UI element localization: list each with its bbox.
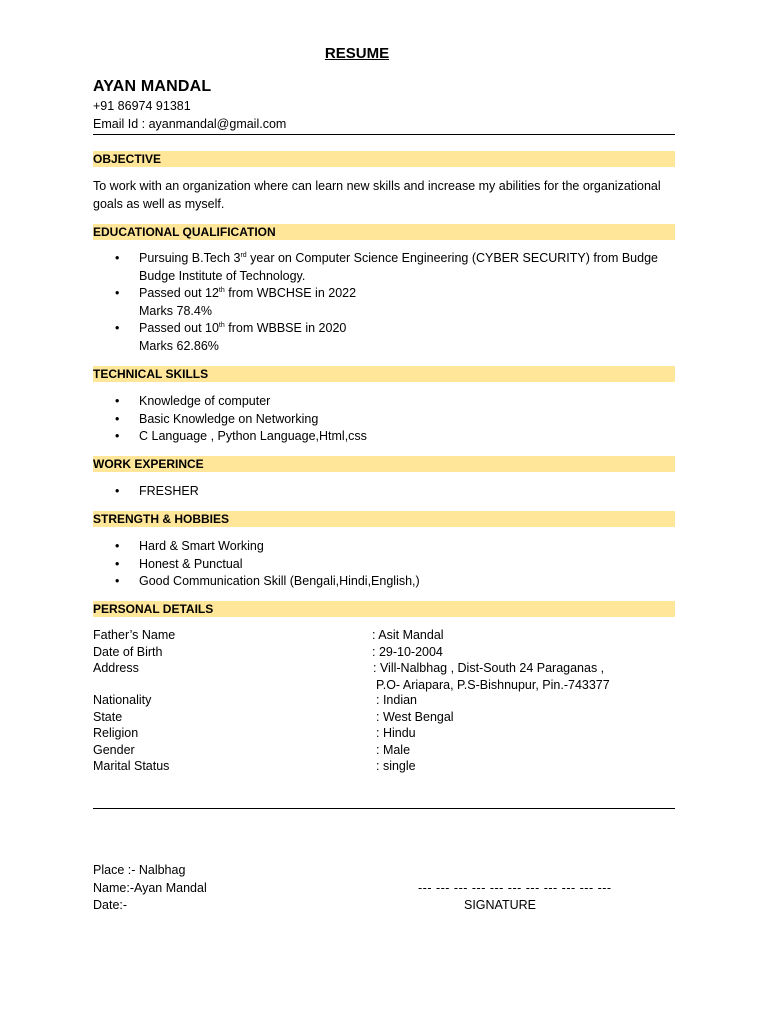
section-strength-title: STRENGTH & HOBBIES bbox=[93, 511, 675, 527]
signature-line: --- --- --- --- --- --- --- --- --- --- --- bbox=[418, 881, 612, 895]
list-item bbox=[93, 285, 675, 320]
list-item bbox=[93, 393, 675, 411]
personal-label: Nationality bbox=[93, 693, 152, 707]
list-item-text: Knowledge of computer bbox=[139, 394, 271, 408]
bullet-icon: • bbox=[115, 556, 120, 571]
superscript: rd bbox=[240, 251, 247, 259]
bullet-icon: • bbox=[115, 484, 120, 498]
resume-heading: RESUME bbox=[324, 45, 390, 62]
candidate-name: AYAN MANDAL bbox=[93, 78, 212, 95]
superscript: th bbox=[218, 286, 225, 294]
personal-label: Address bbox=[93, 661, 139, 675]
bullet-icon: • bbox=[115, 539, 120, 553]
personal-label: Religion bbox=[93, 726, 139, 740]
list-item bbox=[93, 556, 675, 574]
personal-label: Gender bbox=[93, 743, 135, 757]
personal-value: : Indian bbox=[376, 693, 418, 707]
personal-row-father bbox=[93, 628, 675, 644]
personal-value: : Asit Mandal bbox=[372, 628, 444, 642]
list-item-text: Honest & Punctual bbox=[139, 556, 243, 571]
list-item-text: C Language , Python Language,Html,css bbox=[139, 429, 367, 443]
section-personal-title: PERSONAL DETAILS bbox=[93, 601, 675, 617]
education-item-text: Pursuing B.Tech 3 bbox=[139, 251, 241, 265]
bullet-icon: • bbox=[115, 251, 120, 265]
education-item-text: year on Computer Science Engineering (CYBER SECURITY) from Budge Budge Institute of Technology. bbox=[139, 251, 658, 283]
bullet-icon: • bbox=[115, 321, 120, 335]
list-item bbox=[93, 320, 675, 355]
education-marks: Marks 78.4% bbox=[139, 303, 212, 318]
list-item bbox=[93, 250, 675, 285]
personal-row-state bbox=[93, 710, 675, 726]
personal-row-marital bbox=[93, 759, 675, 775]
footer-divider bbox=[93, 808, 675, 809]
education-list bbox=[93, 250, 675, 355]
personal-row-nationality bbox=[93, 693, 675, 709]
list-item bbox=[93, 483, 675, 501]
bullet-icon: • bbox=[115, 394, 120, 408]
personal-value: : West Bengal bbox=[376, 710, 454, 724]
personal-value: : Male bbox=[376, 743, 411, 757]
list-item-text: Basic Knowledge on Networking bbox=[139, 411, 319, 426]
education-item-text: Passed out 12 bbox=[139, 286, 219, 300]
work-list bbox=[93, 483, 675, 501]
personal-value: : Hindu bbox=[376, 726, 416, 740]
bullet-icon: • bbox=[115, 574, 120, 588]
personal-value: : Vill-Nalbhag , Dist-South 24 Paraganas , bbox=[373, 661, 605, 675]
personal-value: : 29-10-2004 bbox=[372, 645, 443, 659]
personal-row-gender bbox=[93, 743, 675, 759]
list-item bbox=[93, 538, 675, 556]
section-technical-title: TECHNICAL SKILLS bbox=[93, 366, 675, 382]
section-work-title: WORK EXPERINCE bbox=[93, 456, 675, 472]
bullet-icon: • bbox=[115, 411, 120, 426]
strength-list bbox=[93, 538, 675, 591]
list-item bbox=[93, 428, 675, 446]
list-item bbox=[93, 411, 675, 429]
bullet-icon: • bbox=[115, 286, 120, 300]
personal-row-address-cont bbox=[93, 678, 675, 694]
education-item-text: from WBCHSE in 2022 bbox=[224, 286, 357, 300]
footer-date: Date:- bbox=[93, 898, 128, 912]
objective-text: To work with an organization where can learn new skills and increase my abilities for the organizational goals as well as myself. bbox=[93, 179, 661, 211]
list-item-text: FRESHER bbox=[139, 484, 199, 498]
footer-place: Place :- Nalbhag bbox=[93, 863, 186, 877]
signature-label: SIGNATURE bbox=[464, 898, 536, 912]
personal-label: Marital Status bbox=[93, 759, 170, 773]
education-item-text: Passed out 10 bbox=[139, 321, 219, 335]
personal-row-address bbox=[93, 661, 675, 677]
personal-row-dob bbox=[93, 645, 675, 661]
phone-number: +91 86974 91381 bbox=[93, 99, 191, 113]
list-item-text: Good Communication Skill (Bengali,Hindi,English,) bbox=[139, 574, 420, 588]
personal-label: Father’s Name bbox=[93, 628, 176, 642]
bullet-icon: • bbox=[115, 429, 120, 443]
personal-label: State bbox=[93, 710, 123, 724]
education-item-text: from WBBSE in 2020 bbox=[224, 321, 347, 335]
technical-list bbox=[93, 393, 675, 446]
education-marks: Marks 62.86% bbox=[139, 338, 219, 353]
superscript: th bbox=[218, 321, 225, 329]
personal-row-religion bbox=[93, 726, 675, 742]
footer-name: Name:-Ayan Mandal bbox=[93, 881, 207, 895]
personal-value: P.O- Ariapara, P.S-Bishnupur, Pin.-743377 bbox=[376, 678, 610, 692]
email-line: Email Id : ayanmandal@gmail.com bbox=[93, 117, 287, 131]
personal-label: Date of Birth bbox=[93, 645, 163, 659]
list-item bbox=[93, 573, 675, 591]
personal-value: : single bbox=[376, 759, 416, 773]
list-item-text: Hard & Smart Working bbox=[139, 539, 264, 553]
header-divider bbox=[93, 134, 675, 135]
section-education-title: EDUCATIONAL QUALIFICATION bbox=[93, 224, 675, 240]
section-objective-title: OBJECTIVE bbox=[93, 151, 675, 167]
